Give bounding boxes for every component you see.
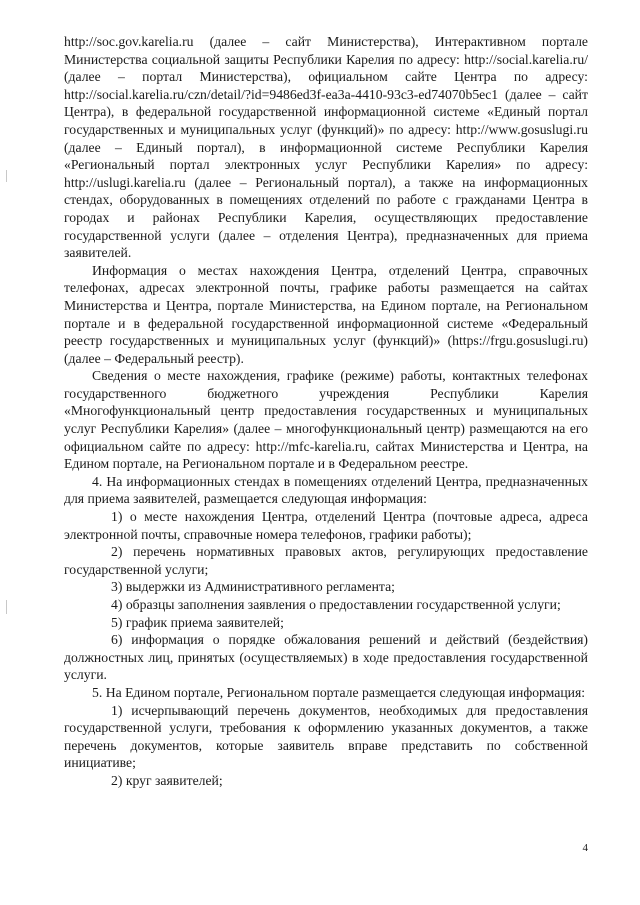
section-4-heading: 4. На информационных стендах в помещениях отделений Центра, предназначенных для приема заявителей, размещается следующая информация:: [64, 473, 588, 507]
list-item: 4) образцы заполнения заявления о предоставлении государственной услуги;: [111, 597, 561, 612]
scan-artifact: [6, 170, 7, 182]
document-body: [64, 33, 588, 790]
list-item: 5) график приема заявителей;: [111, 614, 284, 630]
scan-artifact: [6, 600, 7, 614]
section-5-heading: 5. На Едином портале, Региональном портале размещается следующая информация:: [92, 684, 586, 700]
list-item: 2) круг заявителей;: [111, 772, 223, 788]
page-number: 4: [582, 842, 588, 854]
list-item: 6) информация о порядке обжалования решений и действий (бездействия) должностных лиц, принятых (осуществляемых) в ходе предоставления государственной услуги.: [64, 632, 588, 683]
list-item: 2) перечень нормативных правовых актов, регулирующих предоставление государственной услуги;: [64, 544, 588, 577]
paragraph: Информация о местах нахождения Центра, отделений Центра, справочных телефонах, адресах электронной почты, графике работы размещается на сайтах Министерства и Центра, портале Министерства, на Едином портале, на Региональном портале и в федеральной государственной информационной системе «Федеральный реестр государственных и муниципальных услуг (функций)» (https://frgu.gosuslugi.ru) (далее – Федеральный реестр).: [64, 262, 588, 366]
paragraph: Сведения о месте нахождения, графике (режиме) работы, контактных телефонах государственного бюджетного учреждения Республики Карелия «Многофункциональный центр предоставления государственных и муниципальных услуг Республики Карелия» (далее – многофункциональный центр) размещаются на его официальном сайте по адресу: http://mfc-karelia.ru, сайтах Министерства и Центра, на Едином портале, на Региональном портале и в Федеральном реестре.: [64, 368, 588, 472]
list-item: 1) о месте нахождения Центра, отделений Центра (почтовые адреса, адреса электронной почты, справочные номера телефонов, графики работы);: [64, 509, 588, 542]
paragraph: http://soc.gov.karelia.ru (далее – сайт Министерства), Интерактивном портале Министерства социальной защиты Республики Карелия по адресу: http://social.karelia.ru/ (далее – портал Министерства), официальном сайте Центра по адресу: http://social.karelia.ru/czn/detail/?id=9486ed3f-ea3a-4410-93c3-ed74070b5ec1 (далее – сайт Центра), в федеральной государственной информационной системе «Единый портал государственных и муниципальных услуг (функций)» по адресу: http://www.gosuslugi.ru (далее – Единый портал), в информационной системе Республики Карелия «Региональный портал электронных услуг Республики Карелия» по адресу: http://uslugi.karelia.ru (далее – Региональный портал), а также на информационных стендах, оборудованных в помещениях отделений по работе с гражданами Центра в городах и районах Республики Карелия, осуществляющих предоставление государственной услуги (далее – отделения Центра), предназначенных для приема заявителей.: [64, 34, 588, 261]
list-item: 3) выдержки из Административного регламента;: [111, 579, 395, 595]
list-item: 1) исчерпывающий перечень документов, необходимых для предоставления государственной услуги, требования к оформлению указанных документов, а также перечень документов, которые заявитель вправе представить по собственной инициативе;: [64, 702, 588, 771]
